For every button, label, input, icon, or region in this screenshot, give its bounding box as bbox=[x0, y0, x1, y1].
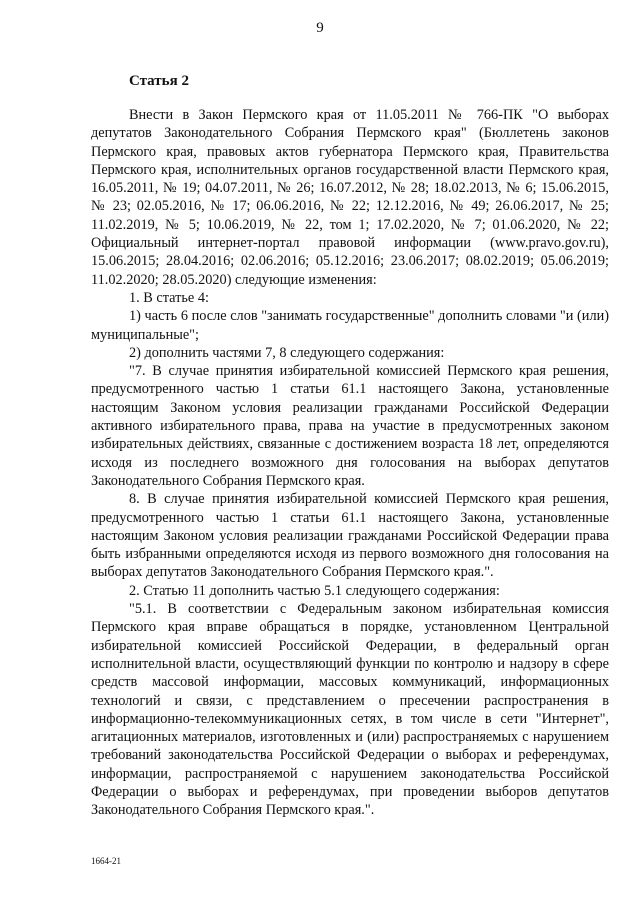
paragraph-item-2: 2. Статью 11 дополнить частью 5.1 следующего содержания: bbox=[129, 582, 500, 599]
paragraph-item-1: 1. В статье 4: bbox=[129, 289, 209, 306]
paragraph-intro: Внести в Закон Пермского края от 11.05.2011 № 766-ПК "О выборах депутатов Законодательного Собрания Пермского края" (Бюллетень законов Пермского края, правовых актов губернатора Пермского края, Правительства Пермского края, исполнительных органов государственной власти Пермского края, 16.05.2011, № 19; 04.07.2011, № 26; 16.07.2012, № 28; 18.02.2013, № 6; 15.06.2015, № 23; 02.05.2016, № 17; 06.06.2016, № 22; 12.12.2016, № 49; 26.06.2017, № 25; 11.02.2019, № 5; 10.06.2019, № 22, том 1; 17.02.2020, № 7; 01.06.2020, № 22; Официальный интернет-портал правовой информации (www.pravo.gov.ru), 15.06.2015; 28.04.2016; 02.06.2016; 05.12.2016; 23.06.2017; 08.02.2019; 05.06.2019; 11.02.2020; 28.05.2020) следующие изменения: bbox=[91, 107, 609, 288]
paragraph-part-7: "7. В случае принятия избирательной комиссией Пермского края решения, предусмотренного частью 1 статьи 61.1 настоящего Закона, установленные настоящим Законом условия реализации гражданами Российской Федерации активного избирательного права, права на участие в предусмотренных законом избирательных действиях, связанные с достижением возраста 18 лет, определяются исходя из последнего возможного дня голосования на выборах депутатов Законодательного Собрания Пермского края. bbox=[91, 363, 609, 489]
paragraph-subitem-1: 1) часть 6 после слов "занимать государственные" дополнить словами "и (или) муниципальные"; bbox=[91, 308, 609, 343]
page-number: 9 bbox=[316, 20, 324, 36]
article-heading: Статья 2 bbox=[129, 73, 189, 89]
paragraph-subitem-2: 2) дополнить частями 7, 8 следующего содержания: bbox=[129, 344, 445, 361]
footer-code: 1664-21 bbox=[91, 856, 121, 866]
paragraph-part-8: 8. В случае принятия избирательной комиссией Пермского края решения, предусмотренного частью 1 статьи 61.1 настоящего Закона, установленные настоящим Законом условия реализации гражданами Российской Федерации права быть избранными определяются исходя из первого возможного дня голосования на выборах депутатов Законодательного Собрания Пермского края.". bbox=[91, 491, 609, 581]
article-body bbox=[91, 106, 609, 820]
paragraph-part-5-1: "5.1. В соответствии с Федеральным законом избирательная комиссия Пермского края вправе обращаться в порядке, установленном Центральной избирательной комиссией Российской Федерации, в федеральный орган исполнительной власти, осуществляющий функции по контролю и надзору в сфере средств массовой информации, массовых коммуникаций, информационных технологий и связи, с представлением о пресечении распространения в информационно-телекоммуникационных сетях, в том числе в сети "Интернет", агитационных материалов, изготовленных и (или) распространяемых с нарушением требований законодательства Российской Федерации о выборах и референдумах, информации, распространяемой с нарушением законодательства Российской Федерации о выборах и референдумах, при проведении выборов депутатов Законодательного Собрания Пермского края.". bbox=[91, 601, 609, 819]
